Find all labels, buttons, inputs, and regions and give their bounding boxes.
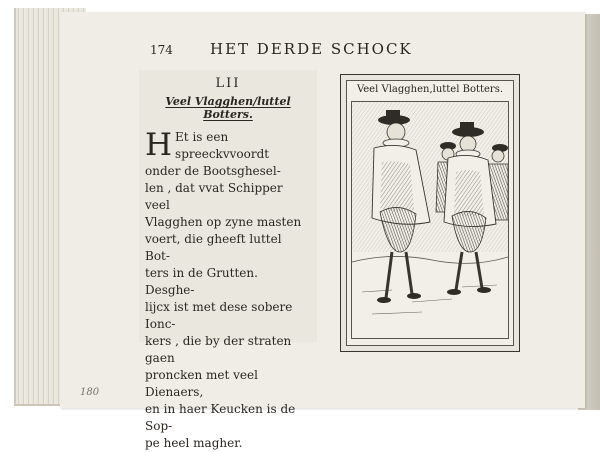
text-line: Et is een spreeckvvoordt [175, 130, 270, 161]
text-block [139, 70, 317, 450]
text-line: len , dat vvat Schipper veel [145, 181, 283, 212]
text-line: ters in de Grutten. Desghe- [145, 266, 258, 297]
text-line: kers , die by der straten gaen [145, 334, 292, 365]
page-number: 174 [150, 43, 173, 57]
text-line: voert, die gheeft luttel Bot- [145, 232, 282, 263]
engraving-scene [351, 101, 509, 339]
text-line: Vlagghen op zyne masten [145, 215, 302, 229]
engraving-illustration [352, 102, 508, 328]
running-head [150, 40, 570, 58]
plate-frame [346, 80, 514, 346]
engraving-plate [340, 74, 520, 352]
text-line: pe heel magher. [145, 436, 243, 450]
text-line: en in haer Keucken is de Sop- [145, 402, 296, 433]
text-line: lijcx ist met dese sobere Ionc- [145, 300, 293, 331]
chapter-number: LII [215, 76, 241, 91]
body-text [145, 129, 309, 452]
folio-note: 180 [80, 387, 100, 398]
running-head-title: HET DERDE SCHOCK [210, 40, 413, 58]
plate-caption: Veel Vlagghen,luttel Botters. [356, 84, 504, 95]
text-line: onder de Bootsghesel- [145, 164, 281, 178]
text-line: proncken met veel Dienaers, [145, 368, 258, 399]
drop-cap: H [145, 127, 173, 163]
chapter-subtitle: Veel Vlagghen/luttel Botters. [165, 95, 291, 121]
